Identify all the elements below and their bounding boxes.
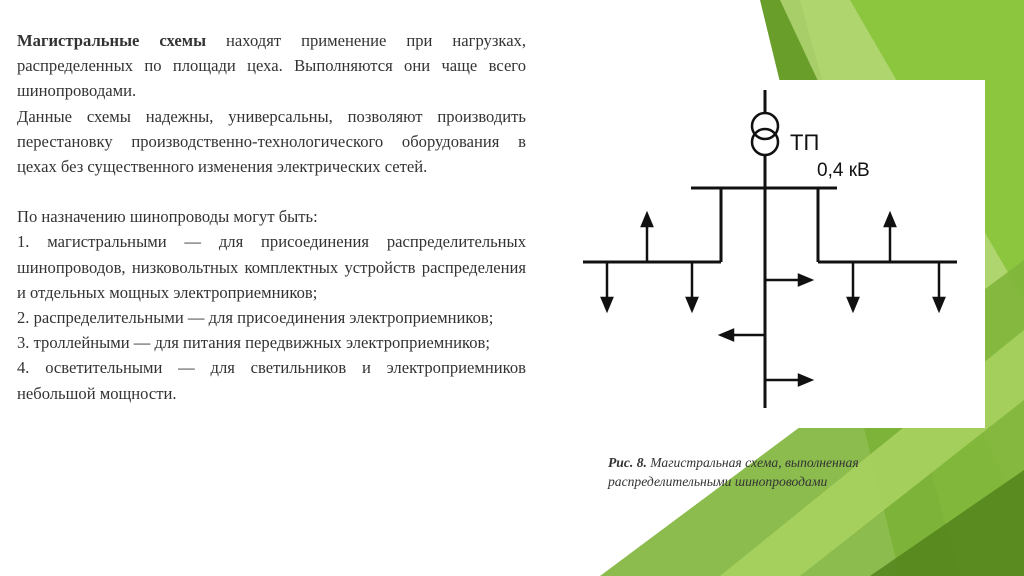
intro-text: находят применение при нагрузках, распределенных по площади цеха. Выполняются они чаще всего шинопроводами. [17, 31, 527, 101]
list-item-1: 1. магистральными — для присоединения распределительных шинопроводов, низковольтных комплектных устройств распределения и отдельных мощных электроприемников; [17, 232, 526, 302]
figure-caption [608, 453, 938, 491]
reliability-paragraph: Данные схемы надежны, универсальны, позволяют производить перестановку производственно-технологического оборудования в цехах без существенного изменения электрических сетей. [17, 106, 526, 177]
trunk-scheme-diagram [565, 80, 985, 428]
list-item-3: 3. троллейными — для питания передвижных электроприемников; [17, 333, 490, 353]
purpose-heading: По назначению шинопроводы могут быть: [17, 207, 318, 227]
figure-panel [565, 80, 985, 428]
right-up-arrow [885, 214, 895, 226]
tp-label: ТП [790, 130, 820, 155]
right-down-arrow-2 [934, 298, 944, 310]
trunk-right-arrow-2 [799, 375, 811, 385]
list-item-4: 4. осветительными — для светильников и электроприемников небольшой мощности. [17, 358, 526, 403]
list-item-2: 2. распределительными — для присоединения электроприемников; [17, 308, 494, 328]
left-down-arrow-1 [602, 298, 612, 310]
transformer-winding-bottom [752, 129, 778, 155]
right-down-arrow-1 [848, 298, 858, 310]
left-down-arrow-2 [687, 298, 697, 310]
caption-text: Магистральная схема, выполненная распределительными шинопроводами [608, 455, 859, 489]
transformer-winding-top [752, 113, 778, 139]
body-text [17, 28, 526, 406]
voltage-label: 0,4 кВ [817, 160, 870, 181]
caption-number: Рис. 8. [608, 455, 647, 470]
intro-bold-term: Магистральные схемы [17, 31, 207, 50]
trunk-left-arrow [721, 330, 733, 340]
paragraph-gap [17, 179, 526, 204]
left-up-arrow [642, 214, 652, 226]
intro-paragraph [17, 28, 526, 104]
trunk-right-arrow-1 [799, 275, 811, 285]
